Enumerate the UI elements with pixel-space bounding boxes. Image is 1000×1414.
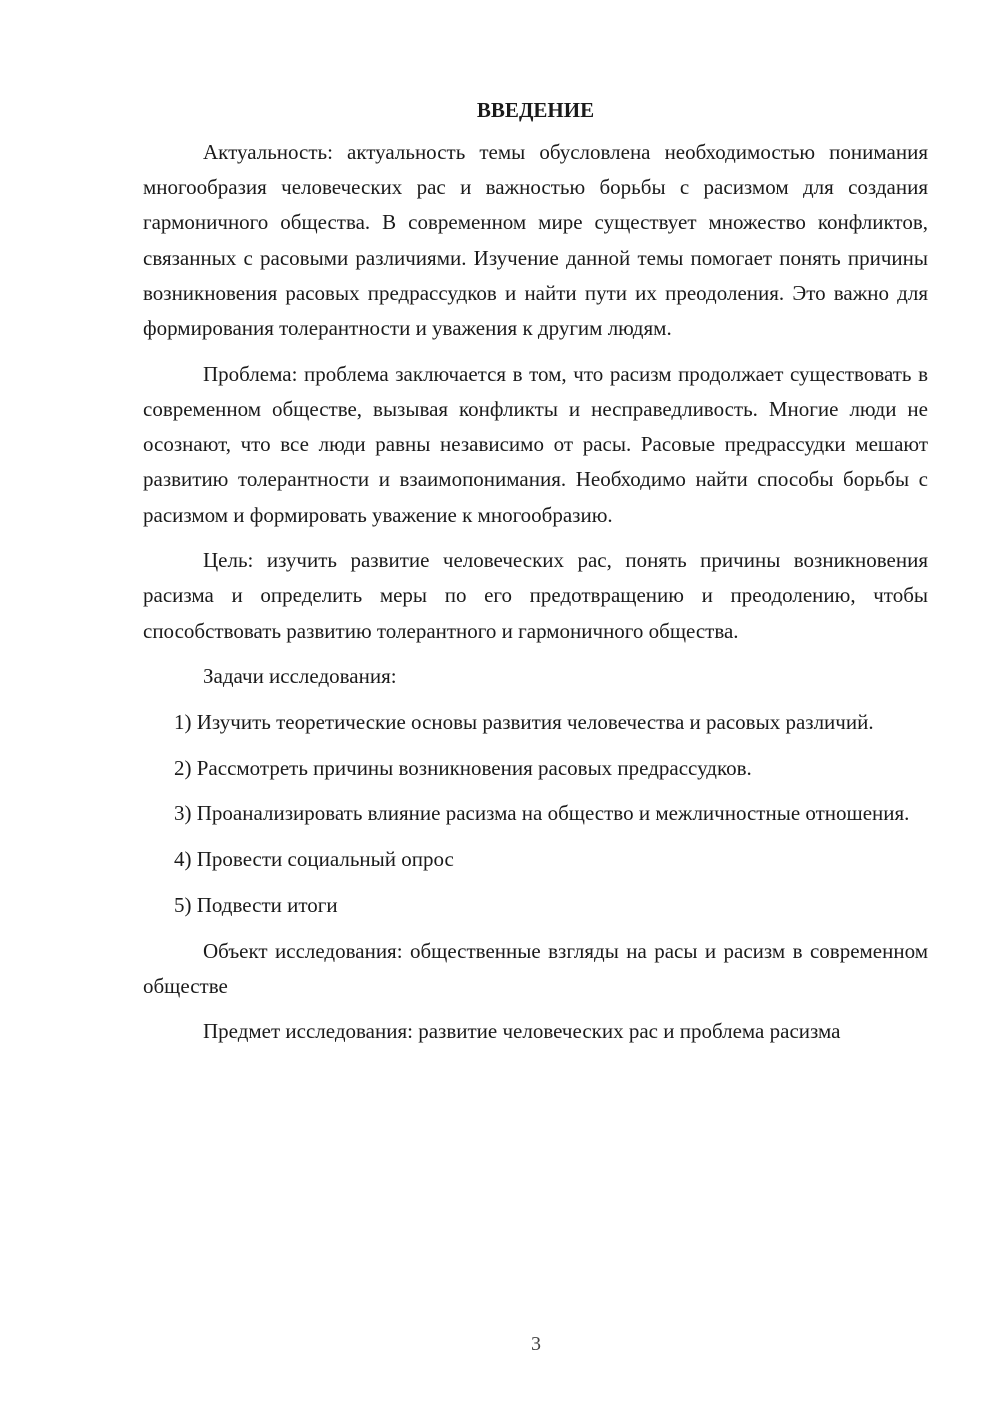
paragraph-problem: Проблема: проблема заключается в том, что расизм продолжает существовать в современном обществе, вызывая конфликты и несправедливость. Многие люди не осознают, что все люди равны независимо от расы. Расовые предрассудки мешают развитию толерантности и взаимопонимания. Необходимо найти способы борьбы с расизмом и формировать уважение к многообразию. <box>143 361 928 527</box>
page-title: ВВЕДЕНИЕ <box>476 98 595 122</box>
task-item-1: 1) Изучить теоретические основы развития человечества и расовых различий. <box>174 710 874 735</box>
task-item-5: 5) Подвести итоги <box>174 892 338 917</box>
page-number: 3 <box>531 1333 541 1355</box>
paragraph-object: Объект исследования: общественные взгляды на расы и расизм в современном обществе <box>143 938 928 998</box>
paragraph-subject: Предмет исследования: развитие человеческих рас и проблема расизма <box>203 1019 841 1044</box>
task-item-4: 4) Провести социальный опрос <box>174 847 454 872</box>
paragraph-relevance: Актуальность: актуальность темы обусловлена необходимостью понимания многообразия человеческих рас и важностью борьбы с расизмом для создания гармоничного общества. В современном мире существует множество конфликтов, связанных с расовыми различиями. Изучение данной темы помогает понять причины возникновения расовых предрассудков и найти пути их преодоления. Это важно для формирования толерантности и уважения к другим людям. <box>143 140 928 341</box>
task-item-2: 2) Рассмотреть причины возникновения расовых предрассудков. <box>174 755 752 780</box>
paragraph-tasks-heading: Задачи исследования: <box>203 664 397 689</box>
document-page <box>143 95 928 1060</box>
task-item-3: 3) Проанализировать влияние расизма на общество и межличностные отношения. <box>174 801 910 826</box>
paragraph-goal: Цель: изучить развитие человеческих рас, понять причины возникновения расизма и определить меры по его предотвращению и преодолению, чтобы способствовать развитию толерантного и гармоничного общества. <box>143 548 928 643</box>
